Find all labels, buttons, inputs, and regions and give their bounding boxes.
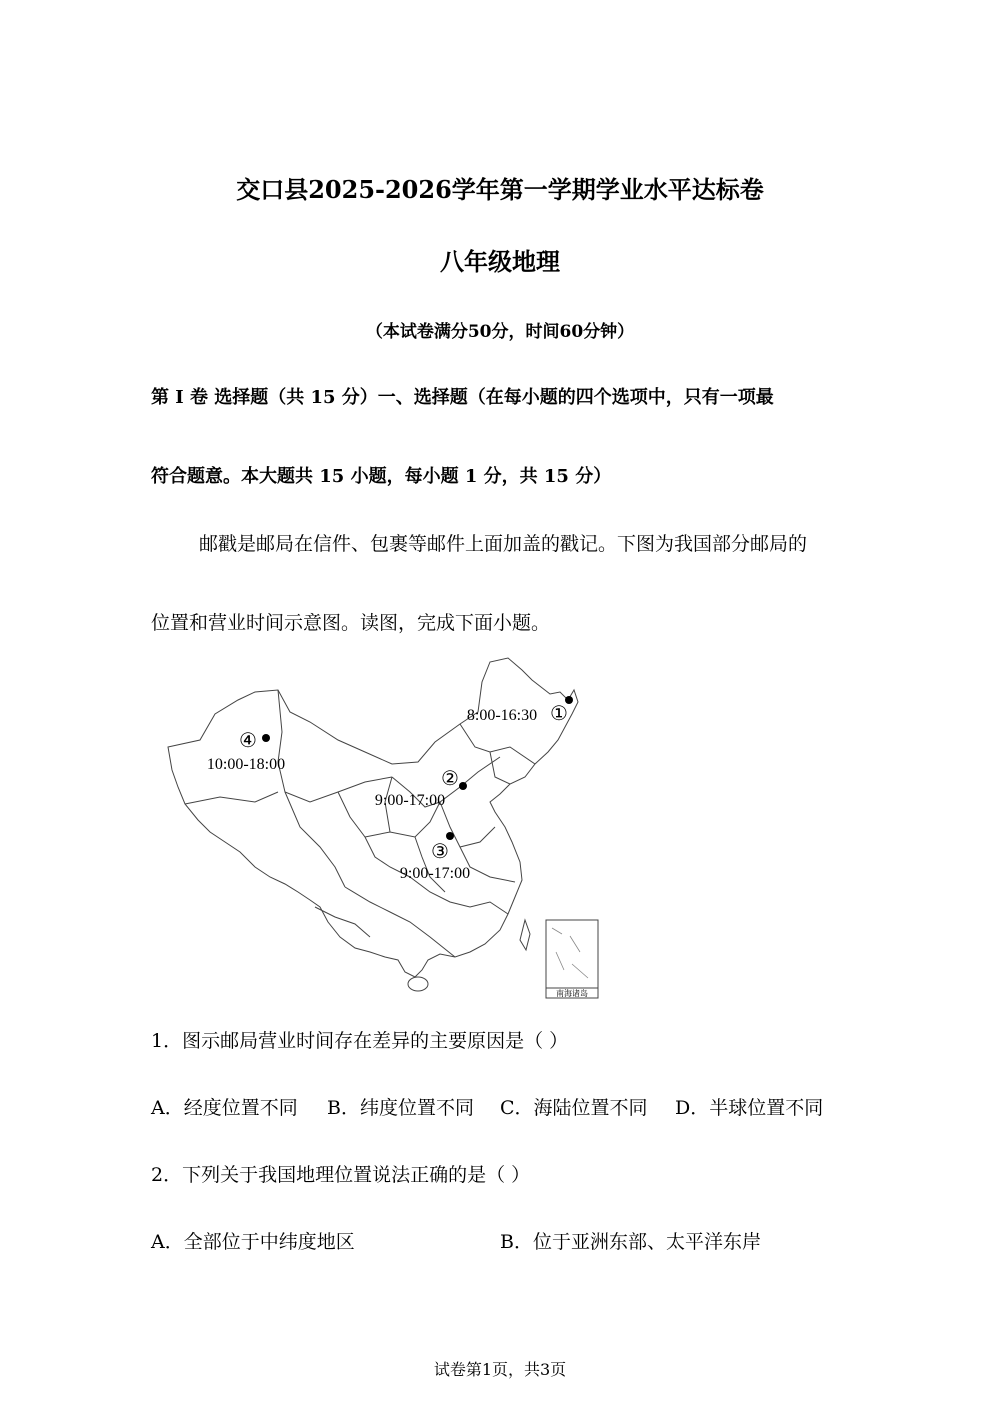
question-1-option-c: C．海陆位置不同 bbox=[500, 1097, 648, 1119]
question-1-option-a: A．经度位置不同 bbox=[151, 1097, 298, 1119]
post-office-marker-4 bbox=[262, 734, 270, 742]
taiwan-island bbox=[520, 920, 530, 950]
question-1-option-b: B．纬度位置不同 bbox=[327, 1097, 474, 1119]
page-footer: 试卷第1页，共3页 bbox=[433, 1360, 567, 1379]
south-china-sea-inset bbox=[546, 920, 598, 998]
marker-time-3: 9:00-17:00 bbox=[399, 865, 471, 882]
china-outline bbox=[168, 658, 578, 977]
intro-line1: 邮戳是邮局在信件、包裹等邮件上面加盖的戳记。下图为我国部分邮局的 bbox=[199, 533, 808, 555]
question-1-stem: 1．图示邮局营业时间存在差异的主要原因是（ ） bbox=[151, 1030, 569, 1052]
exam-title: 交口县2025-2026学年第一学期学业水平达标卷 bbox=[236, 175, 764, 204]
question-2-stem: 2．下列关于我国地理位置说法正确的是（ ） bbox=[151, 1164, 531, 1186]
hainan-island bbox=[408, 977, 428, 991]
marker-number-2: ② bbox=[441, 768, 459, 790]
question-2-option-a: A．全部位于中纬度地区 bbox=[151, 1231, 355, 1253]
question-2-option-b: B．位于亚洲东部、太平洋东岸 bbox=[500, 1231, 761, 1253]
inset-label: 南海诸岛 bbox=[556, 989, 588, 998]
marker-time-2: 9:00-17:00 bbox=[374, 792, 446, 809]
china-post-office-map bbox=[160, 652, 610, 1002]
post-office-marker-2 bbox=[459, 782, 467, 790]
exam-subtitle: 八年级地理 bbox=[440, 247, 560, 276]
marker-time-1: 8:00-16:30 bbox=[466, 707, 538, 724]
marker-time-4: 10:00-18:00 bbox=[206, 756, 286, 773]
marker-number-3: ③ bbox=[431, 841, 449, 863]
marker-number-1: ① bbox=[550, 703, 568, 725]
section-heading-line1: 第 Ⅰ 卷 选择题（共 15 分）一、选择题（在每小题的四个选项中，只有一项最 bbox=[151, 387, 774, 408]
post-office-marker-3 bbox=[446, 832, 454, 840]
section-heading-line2: 符合题意。本大题共 15 小题，每小题 1 分，共 15 分） bbox=[151, 466, 612, 487]
exam-note: （本试卷满分50分，时间60分钟） bbox=[365, 322, 635, 342]
question-1-option-d: D．半球位置不同 bbox=[675, 1097, 824, 1119]
marker-number-4: ④ bbox=[239, 730, 257, 752]
intro-line2: 位置和营业时间示意图。读图，完成下面小题。 bbox=[151, 612, 551, 634]
